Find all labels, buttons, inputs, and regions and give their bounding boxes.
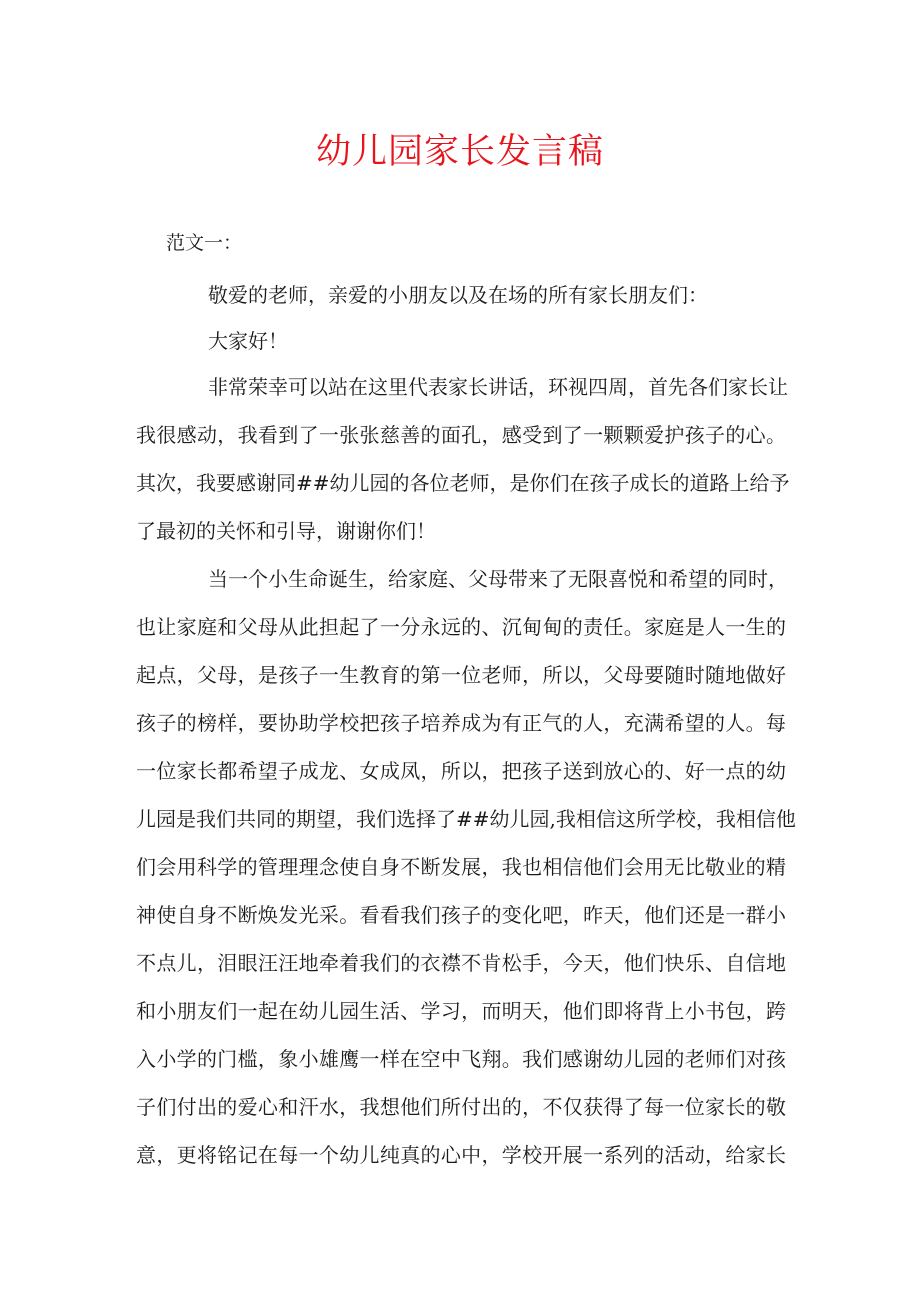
document-title: 幼儿园家长发言稿 <box>315 132 604 172</box>
paragraph2-line: 神使自身不断焕发光采。看看我们孩子的变化吧，昨天，他们还是一群小 <box>136 903 786 927</box>
paragraph2-line: 一位家长都希望子成龙、女成凤，所以，把孩子送到放心的、好一点的幼 <box>136 759 786 783</box>
paragraph2-line: 意，更将铭记在每一个幼儿纯真的心中，学校开展一系列的活动，给家长 <box>136 1143 786 1167</box>
paragraph2-line: 子们付出的爱心和汗水，我想他们所付出的，不仅获得了每一位家长的敬 <box>136 1095 786 1119</box>
paragraph1-line: 其次，我要感谢同##幼儿园的各位老师，是你们在孩子成长的道路上给予 <box>136 471 790 495</box>
greeting-line: 敬爱的老师，亲爱的小朋友以及在场的所有家长朋友们： <box>208 283 708 307</box>
paragraph1-line: 了最初的关怀和引导，谢谢你们！ <box>136 519 436 543</box>
paragraph1-line: 非常荣幸可以站在这里代表家长讲话，环视四周，首先各们家长让 <box>208 375 788 399</box>
hello-line: 大家好！ <box>208 329 288 353</box>
paragraph2-line: 不点儿，泪眼汪汪地牵着我们的衣襟不肯松手，今天，他们快乐、自信地 <box>136 951 786 975</box>
paragraph2-line: 儿园是我们共同的期望，我们选择了##幼儿园,我相信这所学校，我相信他 <box>136 807 796 831</box>
paragraph2-line: 孩子的榜样，要协助学校把孩子培养成为有正气的人，充满希望的人。每 <box>136 711 786 735</box>
paragraph2-line: 起点，父母，是孩子一生教育的第一位老师，所以，父母要随时随地做好 <box>136 663 786 687</box>
section-label: 范文一： <box>166 232 243 254</box>
paragraph2-line: 和小朋友们一起在幼儿园生活、学习，而明天，他们即将背上小书包，跨 <box>136 999 786 1023</box>
paragraph2-line: 们会用科学的管理理念使自身不断发展，我也相信他们会用无比敬业的精 <box>136 855 786 879</box>
paragraph2-line: 也让家庭和父母从此担起了一分永远的、沉甸甸的责任。家庭是人一生的 <box>136 615 786 639</box>
paragraph2-line: 当一个小生命诞生，给家庭、父母带来了无限喜悦和希望的同时， <box>208 567 788 591</box>
paragraph2-line: 入小学的门槛，象小雄鹰一样在空中飞翔。我们感谢幼儿园的老师们对孩 <box>136 1047 786 1071</box>
paragraph1-line: 我很感动，我看到了一张张慈善的面孔，感受到了一颗颗爱护孩子的心。 <box>136 423 786 447</box>
